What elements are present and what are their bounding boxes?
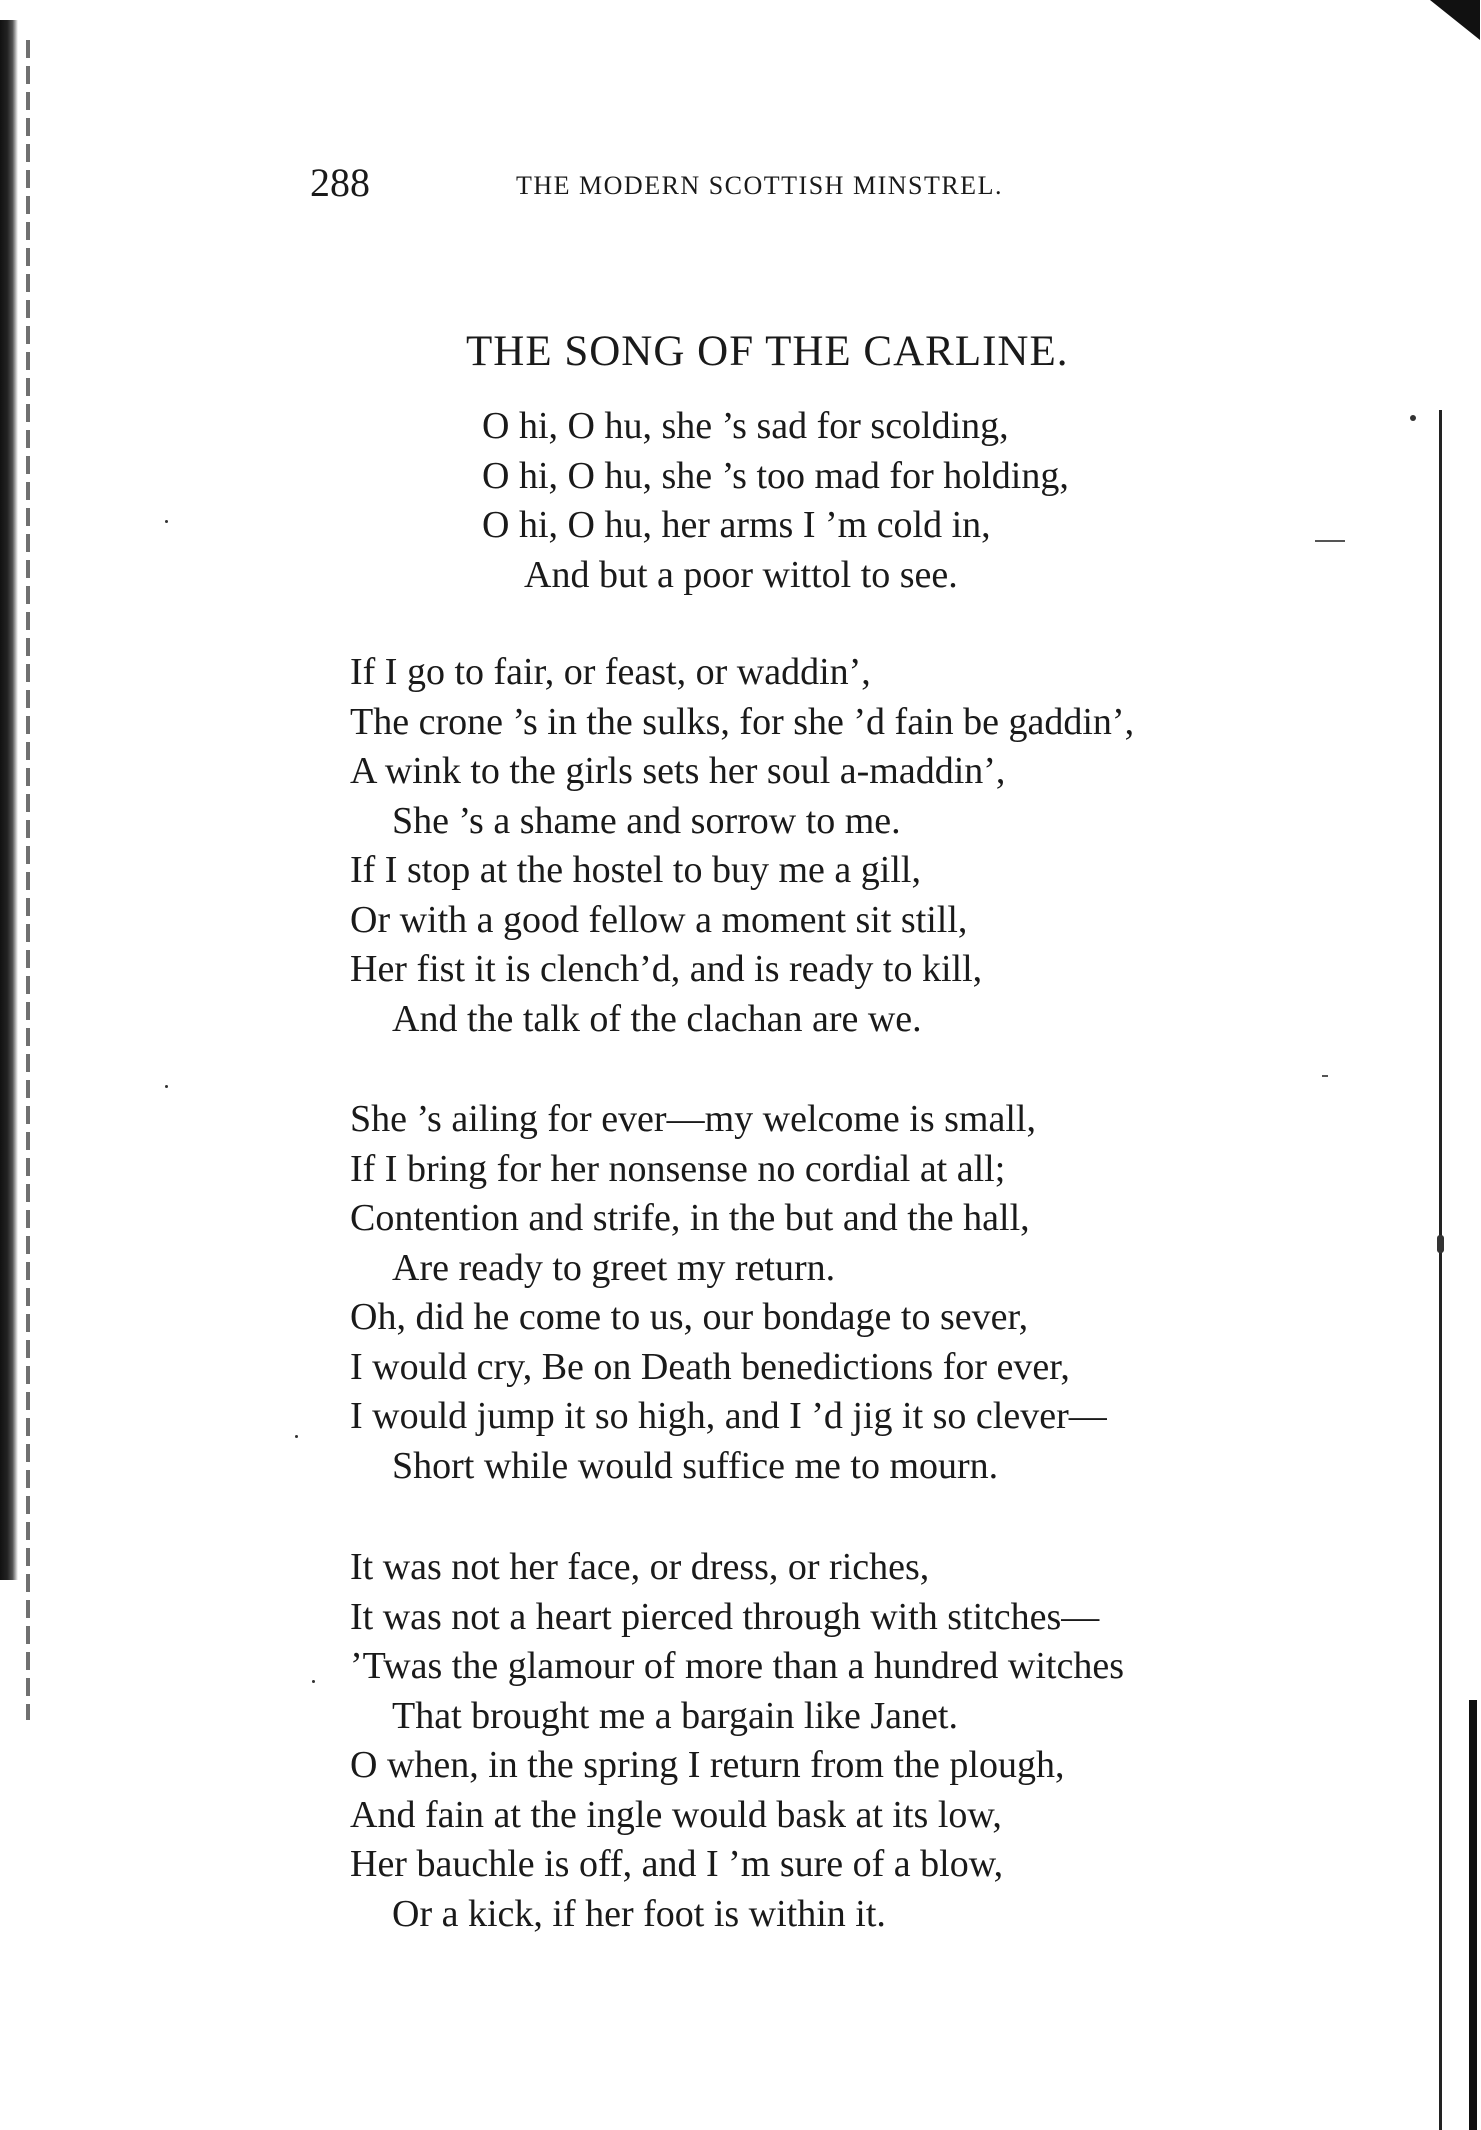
verse-line: O hi, O hu, her arms I ’m cold in, bbox=[482, 504, 991, 546]
verse-line: And fain at the ingle would bask at its low, bbox=[350, 1793, 1002, 1836]
verse-line: Or with a good fellow a moment sit still, bbox=[350, 898, 968, 941]
binding-stitch-marks bbox=[26, 40, 30, 1720]
verse-line: The crone ’s in the sulks, for she ’d fain be gaddin’, bbox=[350, 700, 1135, 743]
verse-line: O when, in the spring I return from the plough, bbox=[350, 1744, 1065, 1786]
book-title: THE MODERN SCOTTISH MINSTREL. bbox=[516, 171, 1003, 200]
verse-line: And but a poor wittol to see. bbox=[524, 553, 958, 596]
ink-speck bbox=[1437, 1235, 1444, 1253]
ink-speck bbox=[165, 520, 168, 523]
verse-line: If I bring for her nonsense no cordial at all; bbox=[350, 1147, 1006, 1190]
corner-fold-mark bbox=[1430, 0, 1480, 40]
verse-line: Are ready to greet my return. bbox=[392, 1246, 836, 1289]
binding-shadow bbox=[0, 20, 18, 1580]
stanza-4 bbox=[350, 1543, 1124, 1939]
page-number: 288 bbox=[310, 160, 370, 205]
verse-line: Her fist it is clench’d, and is ready to kill, bbox=[350, 948, 983, 990]
verse-line: Oh, did he come to us, our bondage to sever, bbox=[350, 1296, 1029, 1338]
verse-line: She ’s ailing for ever—my welcome is small, bbox=[350, 1098, 1036, 1140]
running-head bbox=[310, 158, 1140, 208]
verse-line: ’Twas the glamour of more than a hundred witches bbox=[350, 1645, 1124, 1687]
verse-line: Or a kick, if her foot is within it. bbox=[392, 1892, 886, 1935]
verse-line: If I go to fair, or feast, or waddin’, bbox=[350, 651, 871, 693]
verse-line: I would jump it so high, and I ’d jig it so clever— bbox=[350, 1395, 1107, 1437]
scan-dash bbox=[1322, 1075, 1328, 1077]
verse-line: O hi, O hu, she ’s too mad for holding, bbox=[482, 454, 1069, 497]
verse-line: It was not her face, or dress, or riches, bbox=[350, 1546, 930, 1588]
verse-line: I would cry, Be on Death benedictions for ever, bbox=[350, 1345, 1070, 1388]
verse-line: Short while would suffice me to mourn. bbox=[392, 1444, 999, 1487]
stanza-3 bbox=[350, 1095, 1107, 1491]
verse-line: If I stop at the hostel to buy me a gill, bbox=[350, 849, 921, 891]
verse-line: Her bauchle is off, and I ’m sure of a blow, bbox=[350, 1843, 1004, 1885]
ink-speck bbox=[1410, 415, 1416, 421]
verse-line: It was not a heart pierced through with stitches— bbox=[350, 1595, 1100, 1638]
verse-line: And the talk of the clachan are we. bbox=[392, 997, 922, 1040]
ink-speck bbox=[165, 1085, 168, 1088]
poem-title: THE SONG OF THE CARLINE. bbox=[466, 328, 1069, 375]
ink-speck bbox=[295, 1435, 298, 1438]
page-edge-line bbox=[1439, 410, 1442, 2130]
verse-line: Contention and strife, in the but and the hall, bbox=[350, 1197, 1030, 1239]
verse-line: A wink to the girls sets her soul a-maddin’, bbox=[350, 750, 1006, 792]
verse-line: O hi, O hu, she ’s sad for scolding, bbox=[482, 405, 1009, 447]
stanza-2 bbox=[350, 648, 1134, 1044]
page-edge-shadow bbox=[1469, 1700, 1477, 2130]
verse-line: That brought me a bargain like Janet. bbox=[392, 1694, 958, 1737]
verse-line: She ’s a shame and sorrow to me. bbox=[392, 799, 901, 842]
stanza-1 bbox=[482, 402, 1069, 600]
ink-speck bbox=[312, 1680, 315, 1683]
scan-dash bbox=[1315, 540, 1345, 542]
